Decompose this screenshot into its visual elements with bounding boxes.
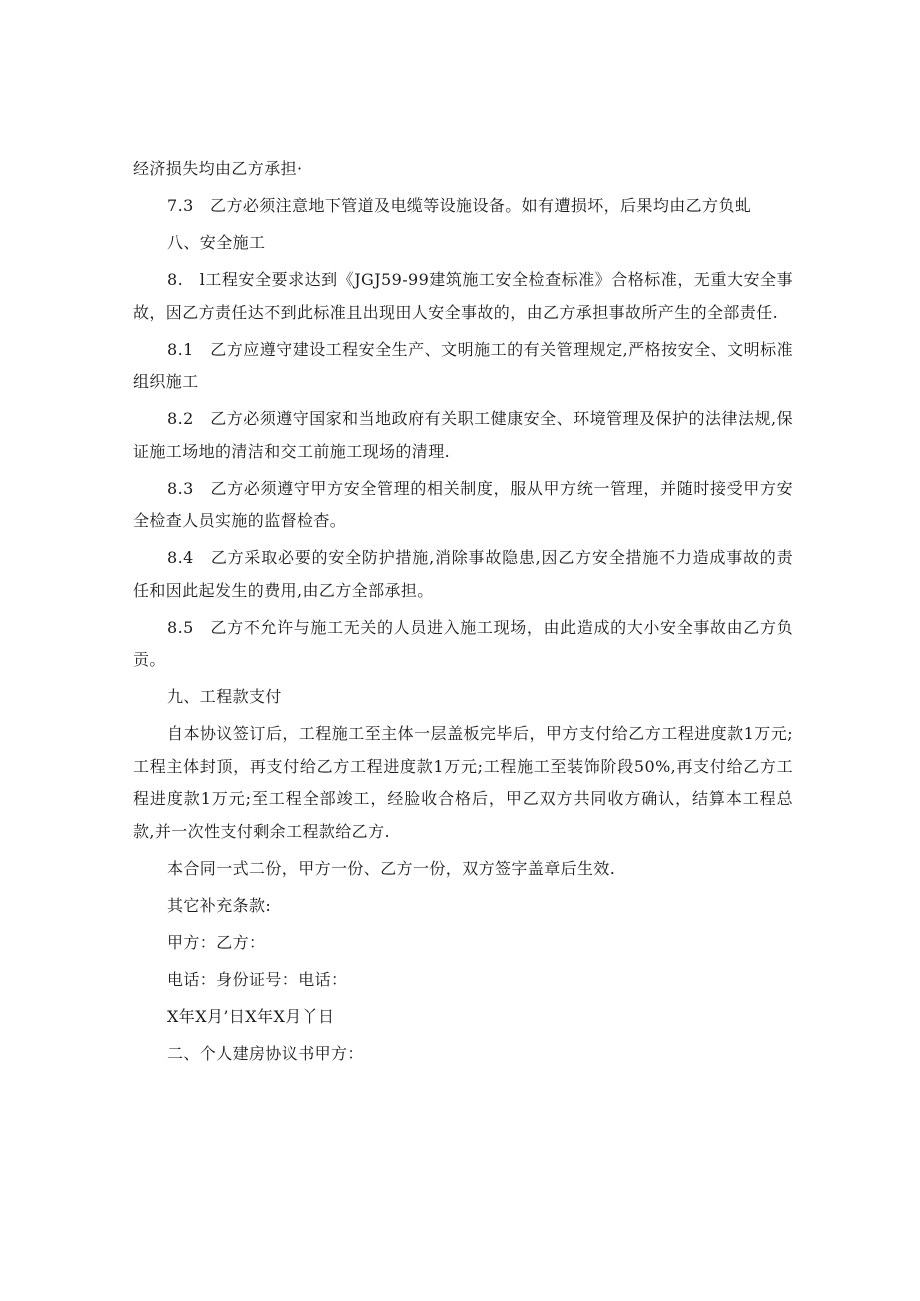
clause-8-2: 8.2 乙方必须遵守国家和当地政府有关职工健康安全、环境管理及保护的法律法规,保证施工场地的清洁和交工前施工现场的清理.	[133, 409, 793, 461]
clause-8-3: 8.3 乙方必须遵守甲方安全管理的相关制度，服从甲方统一管理，并随时接受甲方安全检查人员实施的监督检杳。	[133, 478, 793, 530]
section-heading-safety: 八、安全施工	[167, 233, 266, 252]
signature-date-line: X年X月’日X年X月丫日	[167, 1006, 335, 1026]
paragraph-economic-loss: 经济损失均由乙方承担·	[133, 159, 303, 178]
signature-phone-line: 电话：身份证号：电话：	[167, 969, 348, 989]
section-heading-payment: 九、工程款支付	[167, 687, 282, 706]
clause-7-3: 7.3 乙方必须注意地下管道及电缆等设施设备。如有遭损坏，后果均由乙方负虬	[167, 196, 752, 215]
paragraph-payment-terms: 自本协议签订后，工程施工至主体一层盖板完毕后，甲方支付给乙方工程进度款1万元;工程主体封顶，再支付给乙方工程进度款1万元;工程施工至装饰阶段50%,再支付给乙方工程进度款1万元;至工程全部竣工，经脸收合格后，甲乙双方共同收方确认，结算本工程总款,并一次性支付剩余工程款给乙方.	[133, 724, 793, 841]
signature-parties-line: 甲方：乙方：	[167, 932, 266, 952]
clause-8-1: 8.1 乙方应遵守建设工程安全生产、文明施工的有关管理规定,严格按安全、文明标准组织施工	[133, 339, 793, 391]
clause-8-4: 8.4 乙方采取必要的安全防护措施,消除事故隐患,因乙方安全措施不力造成事故的责任和因此起发生的费用,由乙方全部承担。	[133, 548, 793, 600]
section-heading-agreement-2: 二、个人建房协议书甲方：	[167, 1043, 364, 1063]
clause-8: 8. l工程安全要求达到《JGJ59-99建筑施工安全检查标准》合格标准，无重大安全事故，因乙方责任达不到此标准且出现田人安全事故的，由乙方承担事故所产生的全部责任.	[133, 270, 793, 322]
document-body	[133, 153, 793, 1075]
clause-8-5: 8.5 乙方不允许与施工无关的人员进入施工现场，由此造成的大小安全事故由乙方负贡。	[133, 617, 793, 669]
paragraph-supplementary-terms: 其它补充条款:	[167, 895, 272, 915]
paragraph-contract-copies: 本合同一式二份，甲方一份、乙方一份，双方签字盖章后生效.	[167, 858, 616, 878]
